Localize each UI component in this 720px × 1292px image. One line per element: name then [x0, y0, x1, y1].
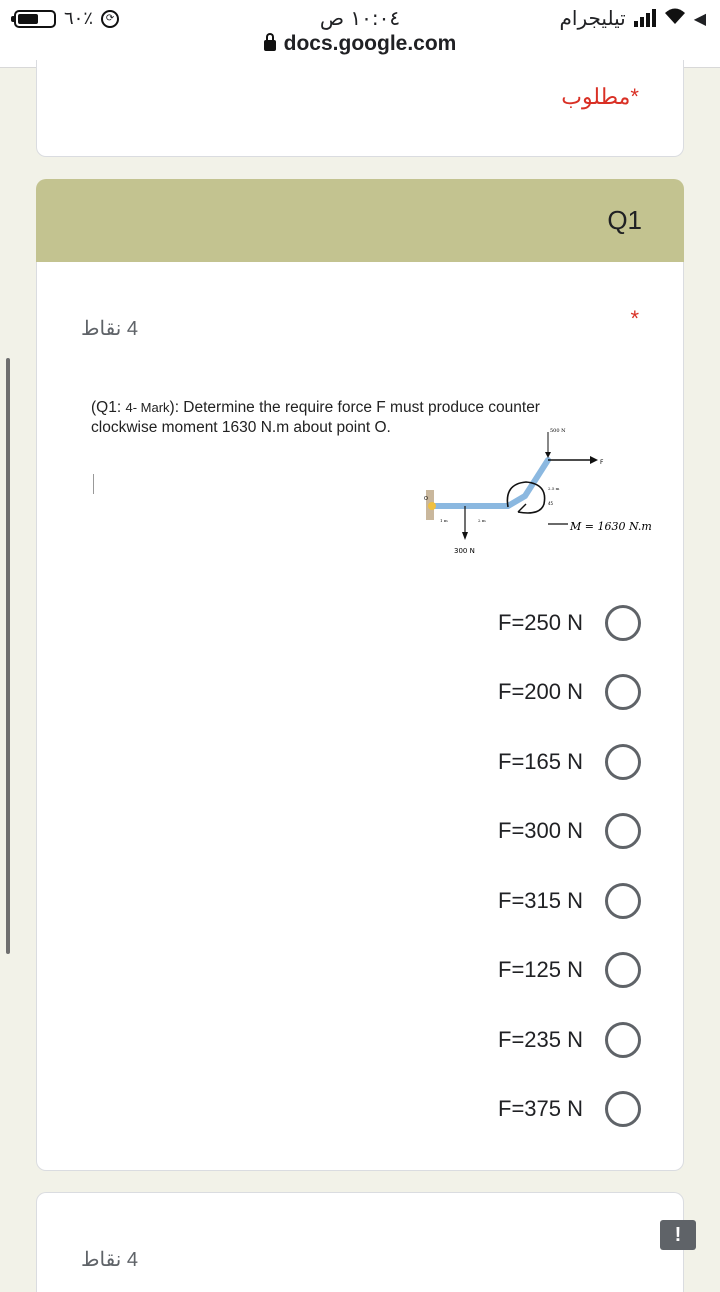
force-f-label: F	[600, 459, 604, 466]
radio-button[interactable]	[605, 883, 641, 919]
required-label: *مطلوب	[561, 84, 639, 109]
section-header	[36, 179, 684, 262]
points-label: 4 نقاط	[81, 1249, 138, 1271]
option-label: F=300 N	[498, 818, 583, 844]
rotation-lock-icon: ⟳	[101, 10, 119, 28]
clock: ١٠:٠٤ ص	[319, 6, 401, 30]
question-mark-label: 4- Mark	[125, 400, 170, 415]
origin-label: O	[424, 496, 428, 502]
moment-handwriting: M = 1630 N.m	[570, 520, 652, 533]
option-235[interactable]	[498, 1005, 641, 1075]
option-label: F=250 N	[498, 609, 583, 635]
dim-1m: 1 m	[440, 518, 448, 523]
force-f-arrowhead	[590, 456, 598, 464]
option-315[interactable]	[498, 866, 641, 936]
padlock-icon	[264, 40, 276, 51]
option-label: F=125 N	[498, 957, 583, 983]
section-title: Q1	[607, 205, 642, 235]
carrier-name[interactable]: تيليجرام	[559, 6, 626, 30]
option-label: F=200 N	[498, 679, 583, 705]
radio-button[interactable]	[605, 674, 641, 710]
force-500-arrowhead	[545, 452, 551, 458]
required-note-card	[36, 60, 684, 157]
force-300-arrowhead	[462, 532, 468, 540]
option-label: F=165 N	[498, 748, 583, 774]
angle-label: 45	[548, 501, 554, 506]
status-bar	[0, 0, 720, 68]
option-165[interactable]	[498, 727, 641, 797]
option-125[interactable]	[498, 936, 641, 1006]
dim-2m: 2 m	[478, 518, 486, 523]
option-label: F=375 N	[498, 1096, 583, 1122]
radio-button[interactable]	[605, 605, 641, 641]
url-text: docs.google.com	[283, 32, 457, 55]
force-500-label: 500 N	[550, 428, 566, 434]
text-cursor	[93, 474, 94, 494]
scrollbar[interactable]	[6, 358, 10, 954]
answer-options	[498, 588, 641, 1144]
status-right	[560, 6, 706, 30]
dim-25m: 2.5 m	[548, 486, 560, 491]
feedback-button[interactable]: !	[660, 1220, 696, 1250]
option-375[interactable]	[498, 1075, 641, 1145]
signal-icon	[634, 9, 656, 27]
question-diagram	[420, 412, 652, 562]
question-body: ): Determine the require force F must produce counter clockwise moment 1630 N.m about point O.	[91, 399, 540, 436]
option-300[interactable]	[498, 797, 641, 867]
next-question-card	[36, 1192, 684, 1292]
radio-button[interactable]	[605, 1091, 641, 1127]
points-label: 4 نقاط	[81, 318, 138, 340]
question-colon: :	[116, 399, 126, 416]
option-label: F=235 N	[498, 1026, 583, 1052]
back-to-app-icon[interactable]: ◀	[693, 8, 706, 28]
radio-button[interactable]	[605, 952, 641, 988]
option-label: F=315 N	[498, 887, 583, 913]
support-pin	[428, 502, 436, 510]
radio-button[interactable]	[605, 744, 641, 780]
radio-button[interactable]	[605, 1022, 641, 1058]
radio-button[interactable]	[605, 813, 641, 849]
question-prefix: (Q1	[91, 399, 117, 416]
moment-arrowhead	[518, 504, 526, 512]
required-star: *	[630, 306, 639, 331]
battery-percent: ٦٠٪	[64, 8, 94, 28]
option-250[interactable]	[498, 588, 641, 658]
address-bar[interactable]	[0, 32, 720, 56]
force-300-label: 300 N	[454, 547, 475, 555]
question-card	[36, 262, 684, 1171]
option-200[interactable]	[498, 658, 641, 728]
wifi-icon	[664, 6, 686, 30]
